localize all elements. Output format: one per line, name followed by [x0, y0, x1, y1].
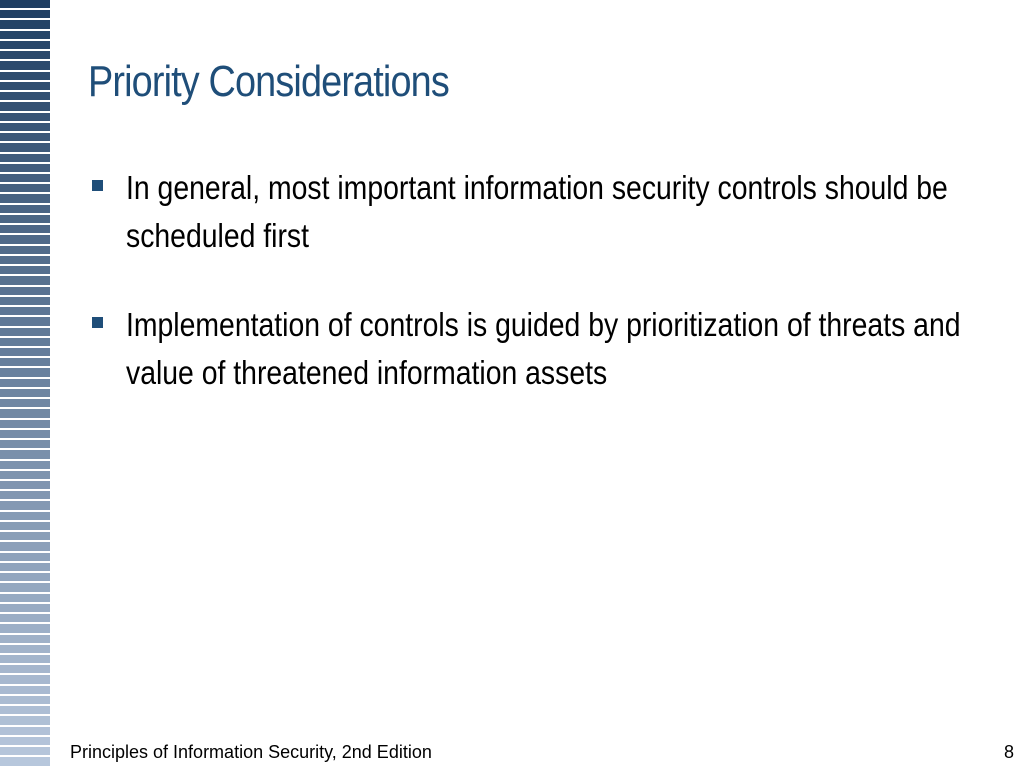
- stripe: [0, 368, 50, 378]
- stripe: [0, 563, 50, 573]
- stripe: [0, 328, 50, 338]
- square-bullet-icon: [92, 180, 103, 191]
- stripe: [0, 471, 50, 481]
- stripe: [0, 645, 50, 655]
- stripe: [0, 716, 50, 726]
- stripe: [0, 481, 50, 491]
- stripe: [0, 532, 50, 542]
- stripe: [0, 307, 50, 317]
- stripe: [0, 266, 50, 276]
- stripe: [0, 194, 50, 204]
- stripe: [0, 522, 50, 532]
- stripe: [0, 20, 50, 30]
- page-number: 8: [1003, 742, 1014, 762]
- footer-book-title: Principles of Information Security, 2nd Edition: [70, 742, 432, 762]
- stripe: [0, 389, 50, 399]
- stripe: [0, 614, 50, 624]
- stripe: [0, 276, 50, 286]
- bullet-text: Implementation of controls is guided by prioritization of threats and value of threatened information assets: [126, 306, 961, 391]
- stripe: [0, 379, 50, 389]
- stripe: [0, 215, 50, 225]
- stripe: [0, 583, 50, 593]
- stripe: [0, 686, 50, 696]
- square-bullet-icon: [92, 317, 103, 328]
- stripe: [0, 225, 50, 235]
- stripe: [0, 235, 50, 245]
- stripe: [0, 174, 50, 184]
- stripe: [0, 604, 50, 614]
- stripe: [0, 164, 50, 174]
- stripe: [0, 501, 50, 511]
- stripe: [0, 399, 50, 409]
- stripe: [0, 287, 50, 297]
- stripe: [0, 10, 50, 20]
- bullet-list: [88, 164, 968, 438]
- stripe: [0, 338, 50, 348]
- stripe: [0, 461, 50, 471]
- stripe: [0, 553, 50, 563]
- stripe: [0, 72, 50, 82]
- stripe: [0, 512, 50, 522]
- stripe: [0, 594, 50, 604]
- stripe: [0, 133, 50, 143]
- stripe: [0, 92, 50, 102]
- stripe: [0, 123, 50, 133]
- stripe: [0, 491, 50, 501]
- stripe: [0, 624, 50, 634]
- stripe: [0, 51, 50, 61]
- stripe: [0, 348, 50, 358]
- stripe: [0, 420, 50, 430]
- stripe: [0, 696, 50, 706]
- stripe: [0, 102, 50, 112]
- stripe: [0, 737, 50, 747]
- stripe: [0, 665, 50, 675]
- stripe: [0, 184, 50, 194]
- stripe: [0, 573, 50, 583]
- stripe: [0, 747, 50, 757]
- bullet-text: In general, most important information security controls should be scheduled first: [126, 169, 948, 254]
- stripe: [0, 143, 50, 153]
- stripe: [0, 0, 50, 10]
- stripe: [0, 82, 50, 92]
- bullet-item: [88, 301, 968, 397]
- stripe: [0, 675, 50, 685]
- stripe: [0, 727, 50, 737]
- stripe: [0, 113, 50, 123]
- stripe: [0, 542, 50, 552]
- stripe: [0, 31, 50, 41]
- stripe: [0, 706, 50, 716]
- stripe: [0, 154, 50, 164]
- stripe: [0, 256, 50, 266]
- bullet-item: [88, 164, 968, 260]
- stripe: [0, 205, 50, 215]
- stripe: [0, 430, 50, 440]
- stripe: [0, 757, 50, 767]
- stripe: [0, 41, 50, 51]
- stripe: [0, 246, 50, 256]
- slide-title: Priority Considerations: [88, 57, 449, 106]
- stripe: [0, 440, 50, 450]
- stripe: [0, 409, 50, 419]
- stripe: [0, 635, 50, 645]
- stripe: [0, 61, 50, 71]
- stripe: [0, 655, 50, 665]
- stripe: [0, 297, 50, 307]
- stripe: [0, 358, 50, 368]
- decorative-stripe-bar: [0, 0, 50, 768]
- stripe: [0, 450, 50, 460]
- stripe: [0, 317, 50, 327]
